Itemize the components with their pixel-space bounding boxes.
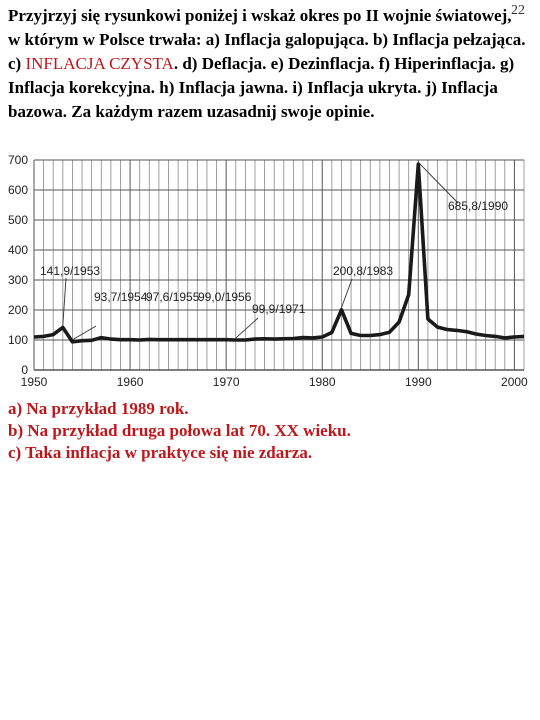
annotation-leader [72,326,96,340]
y-tick-label: 700 [7,153,28,167]
y-tick-label: 400 [7,243,28,257]
inflation-chart [0,148,540,398]
x-tick-label: 1950 [20,375,48,389]
x-tick-label: 1980 [308,375,336,389]
y-tick-label: 300 [7,273,28,287]
x-axis-ticks [21,375,528,389]
y-tick-label: 100 [7,333,28,347]
question-highlight: INFLACJA CZYSTA [25,54,174,73]
question-part-1: Przyjrzyj się rysunkowi poniżej i wskaż okres po II wojnie światowej, w którym w Polsce trwała: a) Inflacja galopująca. b) Inflacja pełzająca. c) [8,6,526,73]
y-tick-label: 600 [7,183,28,197]
annotation-leader [63,278,66,325]
question-text [8,4,528,124]
answer-b: b) Na przykład druga połowa lat 70. XX wieku. [8,421,351,440]
annotation-leader [418,162,458,203]
x-tick-label: 1970 [212,375,240,389]
x-tick-label: 2000 [501,375,528,389]
x-tick-label: 1990 [404,375,432,389]
answer-a: a) Na przykład 1989 rok. [8,399,189,418]
annotation-label: 200,8/1983 [333,264,394,278]
annotation-label: 99,0/1956 [198,290,252,304]
y-axis-ticks [8,153,28,377]
answer-c: c) Taka inflacja w praktyce się nie zdarza. [8,443,313,462]
y-tick-label: 500 [7,213,28,227]
y-tick-label: 0 [21,363,28,377]
annotation-label: 99,9/1971 [252,302,306,316]
answers [8,398,528,464]
annotation-label: 97,6/1955 [146,290,200,304]
y-tick-label: 200 [7,303,28,317]
annotation-label: 141,9/1953 [40,264,101,278]
x-tick-label: 1960 [116,375,144,389]
annotation-leader [341,279,352,308]
annotation-label: 685,8/1990 [448,199,509,213]
annotation-label: 93,7/1954 [94,290,148,304]
page-number: 22 [511,3,525,18]
question-part-2: . d) Deflacja. e) Dezinflacja. f) Hiperinflacja. g) Inflacja korekcyjna. h) Inflacja jawna. i) Inflacja ukryta. j) Inflacja bazowa. Za każdym razem uzasadnij swoje opinie. [8,54,515,121]
